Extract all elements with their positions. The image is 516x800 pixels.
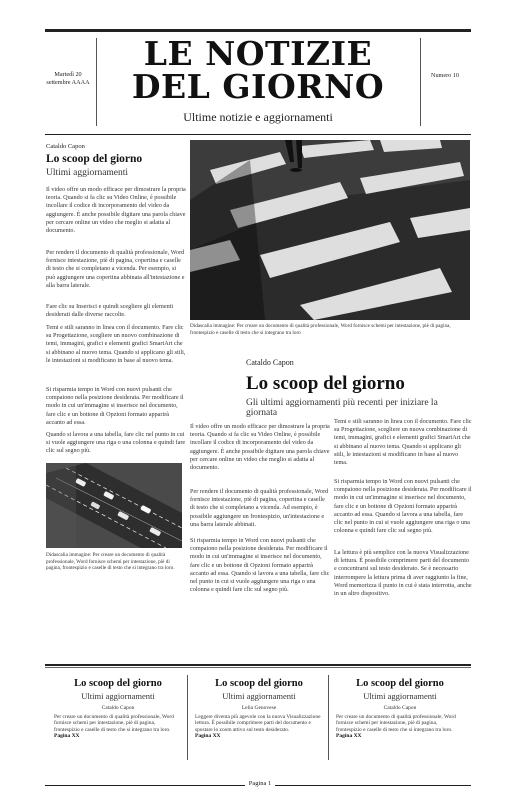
tagline: Ultime notizie e aggiornamenti [183,110,333,124]
footer-rule-left [45,785,245,786]
bottom-column-subtitle: Ultimi aggiornamenti [363,691,437,701]
left-article-author: Cataldo Capon [46,143,85,150]
header-top-rule [45,29,471,32]
bottom-divider-1 [187,675,188,760]
bottom-column-text: Per creare un documento di qualità professionale, Word fornisce schemi per intestazione, piè di pagina, frontespizio e caselle di testo che si integrano tra loro. [336,714,456,733]
bottom-column-subtitle: Ultimi aggiornamenti [81,691,155,701]
main-article-subtitle: Gli ultimi aggiornamenti più recenti per iniziare la giornata [246,398,438,418]
bottom-divider-2 [328,675,329,760]
header-divider-right [420,38,421,126]
footer-page-number: Pagina 1 [248,780,272,787]
bottom-column-title: Lo scoop del giorno [74,678,162,689]
bottom-section-top-rule-thin [45,667,471,668]
left-article-paragraph: Fare clic su Inserisci e quindi scegliere gli elementi desiderati dalle diverse raccolte. [46,303,174,319]
left-article-paragraph: Si risparmia tempo in Word con nuovi pulsanti che compaiono nella posizione desiderata. Per modificare il modo in cui un'immagine si inserisce nel documento, fare clic e un bottone di Opzioni formato apparirà accanto ad essa. [46,386,184,426]
masthead-title [118,34,398,106]
issue-date: Martedì 20 settembre AAAA [46,71,90,86]
footer-rule-right [275,785,471,786]
main-article-col1-paragraph: Per rendere il documento di qualità professionale, Word fornisce intestazione, piè di pagina, copertina e caselle di testo che si completano a vicenda. Ad esempio, è possibile aggiungere un frontespizio, un'intestazione e una barra laterale abbinati. [190,488,329,528]
road-aerial-illustration [46,463,182,548]
left-photo-caption: Didascalia immagine: Per creare un documento di qualità professionale, Word fornisce schemi per intestazione, piè di pagina, frontespizio e caselle di testo che si integrano tra loro. [46,552,175,572]
left-article-subtitle: Ultimi aggiornamenti [46,168,129,178]
masthead-line2: DEL GIORNO [131,67,385,106]
bottom-column-title: Lo scoop del giorno [215,678,303,689]
bottom-column-title: Lo scoop del giorno [356,678,444,689]
bottom-section-top-rule [45,664,471,666]
main-article-col1-paragraph: Si risparmia tempo in Word con nuovi pulsanti che compaiono nella posizione desiderata. Per modificare il modo in cui un'immagine si inserisce nel documento, fare clic e un bottone di Opzioni formato apparirà accanto ad essa. Quando si lavora a una tabella, fare clic nel punto in cui si vuole aggiungere una riga o una colonna e quindi fare clic sul segno più. [190,537,330,594]
left-article-paragraph: Quando si lavora a una tabella, fare clic nel punto in cui si vuole aggiungere una riga o una colonna e quindi fare clic sul segno più. [46,431,186,455]
bottom-column-author: Cataldo Capon [383,705,417,711]
header-divider-left [96,38,97,126]
bottom-column-1 [54,678,182,739]
top-photo-caption: Didascalia immagine: Per creare un documento di qualità professionale, Word fornisce schemi per intestazione, piè di pagina, frontespizio e caselle di testo che si integrano tra loro [190,323,451,336]
bottom-column-text: Leggere diventa più agevole con la nuova Visualizzazione lettura. È possibile comprimere parti del documento e spostare lo zoom attivo sul testo desiderato. [195,714,321,733]
bottom-column-page-ref: Pagina XX [54,733,80,740]
road-aerial-photo [46,463,182,548]
masthead-line1: LE NOTIZIE [143,34,373,73]
crosswalk-illustration [190,140,470,320]
bottom-column-page-ref: Pagina XX [336,733,362,740]
main-article-col1-paragraph: Il video offre un modo efficace per dimostrare la propria teoria. Quando si fa clic su Video Online, è possibile incollare il codice di incorporamento del video da aggiungere. È anche possibile digitare una parola chiave per cercare online un video che meglio si adatta al documento. [190,423,330,472]
bottom-column-subtitle: Ultimi aggiornamenti [222,691,296,701]
bottom-column-author: Lelia Genovese [241,705,277,711]
main-article-col2-paragraph: Temi e stili saranno in linea con il documento. Fare clic su Progettazione, scegliere un nuova combinazione di temi, immagini, grafici e elementi grafici SmartArt che si abbinano al nuovo tema. Quando si applicano gli stili, le intestazioni si modificano in base al nuovo tema. [334,418,472,467]
crosswalk-photo [190,140,470,320]
bottom-column-text: Per creare un documento di qualità professionale, Word fornisce schemi per intestazione, piè di pagina, frontespizio e caselle di testo che si integrano tra loro. [54,714,174,733]
bottom-column-author: Cataldo Capon [101,705,135,711]
bottom-column-2 [195,678,323,739]
left-article-title: Lo scoop del giorno [46,153,143,165]
header-bottom-rule [45,134,471,135]
bottom-column-3 [336,678,464,739]
main-article-col2-paragraph: Si risparmia tempo in Word con nuovi pulsanti che compaiono nella posizione desiderata. Per modificare il modo in cui un'immagine si inserisce nel documento, fare clic e un bottone di Opzioni formato apparirà accanto ad essa. Quando si lavora a una tabella, fare clic nel punto in cui si vuole aggiungere una riga o una colonna e quindi fare clic sul segno più. [334,478,472,535]
left-article-paragraph: Per rendere il documento di qualità professionale, Word fornisce intestazione, piè di pagina, copertina e caselle di testo che si completano a vicenda. Per esempio, si può aggiungere una copertina abbinata all'intestazione e alla barra laterale. [46,249,185,289]
issue-number: Numero 10 [430,72,459,79]
bottom-column-page-ref: Pagina XX [195,733,221,740]
main-article-author: Cataldo Capon [246,358,294,367]
left-article-paragraph: Temi e stili saranno in linea con il documento. Fare clic su Progettazione, scegliere un nuovo combinazione di temi, immagini, grafici e elementi grafici SmartArt che si abbinano al nuovo tema. Quando si applicano gli stili, le intestazioni si modificano in base al nuovo tema. [46,324,186,364]
main-article-col2-paragraph: La lettura è più semplice con la nuova Visualizzazione di lettura. È possibile comprimere parti del documento e concentrarsi sul testo desiderato. Se è necessario interrompere la lettura prima di aver raggiunto la fine, Word memorizza il punto in cui è stata interrotta, anche in un altro dispositivo. [334,549,472,598]
left-article-paragraph: Il video offre un modo efficace per dimostrare la propria teoria. Quando si fa clic su Video Online, è possibile incollare il codice di incorporamento del video da aggiungere. È anche possibile digitare una parola chiave per cercare online un video che meglio si adatta al documento. [46,186,186,235]
main-article-title: Lo scoop del giorno [246,373,405,394]
